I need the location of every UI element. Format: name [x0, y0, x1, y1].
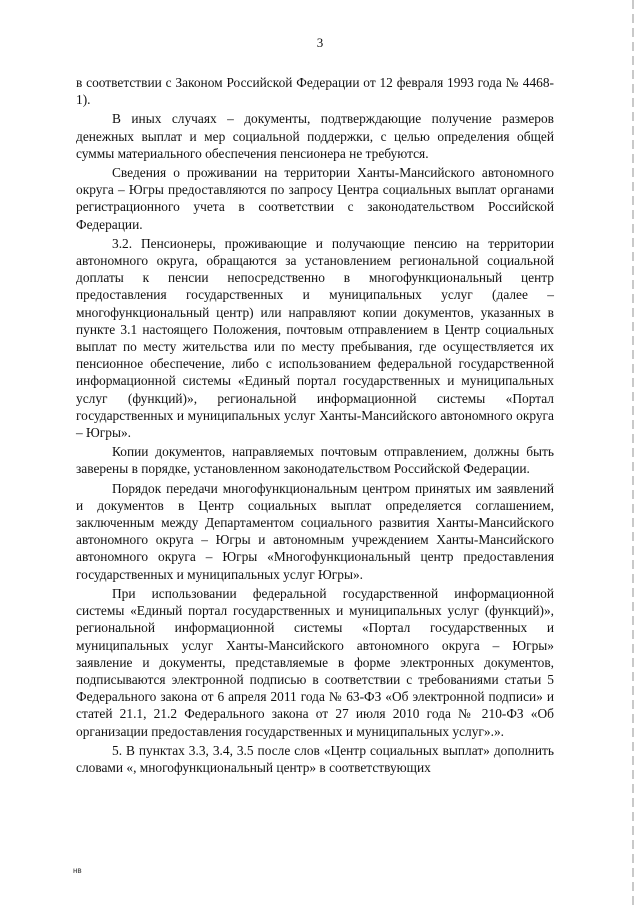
document-body — [76, 74, 554, 776]
paragraph-law-reference: в соответствии с Законом Российской Федерации от 12 февраля 1993 года № 4468-1). — [76, 75, 554, 108]
paragraph-mfc-transfer: Порядок передачи многофункциональным центром принятых им заявлений и документов в Центр социальных выплат определяется соглашением, заключенным между Департаментом социального развития Ханты-Мансийского автономного округа – Югры и автономным учреждением Ханты-Мансийского автономного округа – Югры «Многофункциональный центр предоставления государственных и муниципальных услуг Югры». — [76, 480, 554, 582]
page-number: 3 — [316, 35, 324, 50]
footer-initials: нв — [73, 866, 82, 875]
paragraph-other-cases: В иных случаях – документы, подтверждающие получение размеров денежных выплат и мер социальной поддержки, с целью определения общей суммы материального обеспечения пенсионера не требуются. — [76, 111, 554, 161]
paragraph-item-5: 5. В пунктах 3.3, 3.4, 3.5 после слов «Центр социальных выплат» дополнить словами «, многофункциональный центр» в соответствующих — [76, 742, 554, 775]
paragraph-postal-copies: Копии документов, направляемых почтовым отправлением, должны быть заверены в порядке, установленном законодательством Российской Федерации. — [76, 444, 554, 477]
paragraph-section-3-2: 3.2. Пенсионеры, проживающие и получающие пенсию на территории автономного округа, обращаются за установлением региональной социальной доплаты к пенсии непосредственно в многофункциональный центр предоставления государственных и муниципальных услуг (далее – многофункциональный центр) или направляют копии документов, указанных в пункте 3.1 настоящего Положения, почтовым отправлением в Центр социальных выплат по месту жительства или по месту пребывания, где осуществляется их пенсионное обеспечение, либо с использованием федеральной государственной информационной системы «Единый портал государственных и муниципальных услуг (функций)», региональной информационной системы «Портал государственных и муниципальных услуг Ханты-Мансийского автономного округа – Югры». — [76, 235, 554, 441]
paragraph-residence-info: Сведения о проживании на территории Ханты-Мансийского автономного округа – Югры предоставляются по запросу Центра социальных выплат органами регистрационного учета в соответствии с законодательством Российской Федерации. — [76, 165, 554, 232]
scan-edge — [632, 0, 634, 905]
paragraph-electronic-signature: При использовании федеральной государственной информационной системы «Единый портал государственных и муниципальных услуг (функций)», региональной информационной системы «Портал государственных и муниципальных услуг Ханты-Мансийского автономного округа – Югры» заявление и документы, представляемые в форме электронных документов, подписываются электронной подписью в соответствии с требованиями статьи 5 Федерального закона от 6 апреля 2011 года № 63-ФЗ «Об электронной подписи» и статей 21.1, 21.2 Федерального закона от 27 июля 2010 года № 210-ФЗ «Об организации предоставления государственных и муниципальных услуг».». — [76, 585, 554, 739]
